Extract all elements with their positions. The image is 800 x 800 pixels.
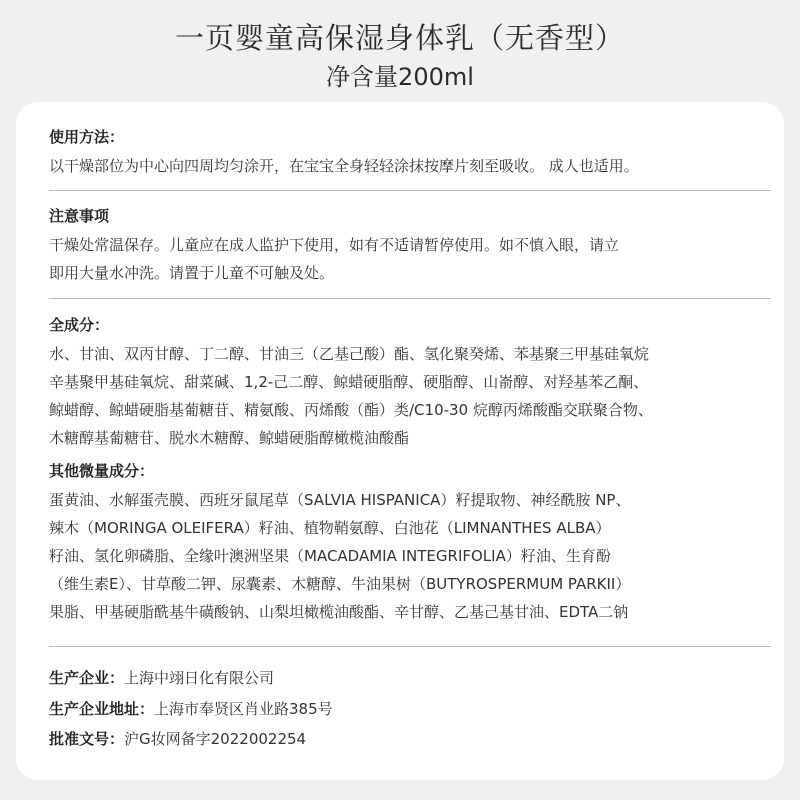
manufacturer-value: 上海中翊日化有限公司 [124, 669, 275, 687]
cautions-line: 即用大量水冲洗。请置于儿童不可触及处。 [49, 264, 335, 282]
ingredients-line: 鲸蜡醇、鲸蜡硬脂基葡糖苷、精氨酸、丙烯酸（酯）类/C10-30 烷醇丙烯酸酯交联聚合物、 [49, 401, 653, 419]
minor-ingredients-line: 籽油、氢化卵磷脂、全缘叶澳洲坚果（MACADAMIA INTEGRIFOLIA）籽油、生育酚 [49, 547, 611, 565]
minor-ingredients-line: 蛋黄油、水解蛋壳膜、西班牙鼠尾草（SALVIA HISPANICA）籽提取物、神经酰胺 NP、 [49, 491, 631, 509]
ingredients-heading: 全成分： [49, 316, 110, 334]
divider [49, 298, 771, 299]
usage-section [49, 126, 771, 180]
minor-ingredients-heading: 其他微量成分： [49, 462, 155, 480]
product-header [0, 0, 800, 100]
product-title: 一页婴童高保湿身体乳（无香型） [174, 21, 625, 55]
divider [49, 646, 771, 647]
cautions-heading: 注意事项 [49, 207, 110, 225]
usage-heading: 使用方法： [49, 128, 125, 146]
divider [49, 190, 771, 191]
ingredients-line: 辛基聚甲基硅氧烷、甜菜碱、1,2-己二醇、鲸蜡硬脂醇、硬脂醇、山嵛醇、对羟基苯乙酮、 [49, 373, 649, 391]
address-value: 上海市奉贤区肖业路385号 [154, 700, 333, 718]
ingredients-line: 水、甘油、双丙甘醇、丁二醇、甘油三（乙基己酸）酯、氢化聚癸烯、苯基聚三甲基硅氧烷 [49, 345, 650, 363]
approval-row [49, 728, 771, 750]
approval-value: 沪G妆网备字2022002254 [124, 730, 307, 748]
cautions-section [49, 205, 771, 287]
net-content: 净含量200ml [326, 63, 474, 91]
address-row [49, 698, 771, 720]
manufacturer-row [49, 667, 771, 689]
info-card [16, 102, 784, 780]
ingredients-line: 木糖醇基葡糖苷、脱水木糖醇、鲸蜡硬脂醇橄榄油酸酯 [49, 429, 410, 447]
minor-ingredients-section [49, 460, 771, 626]
manufacturer-label: 生产企业： [49, 669, 125, 687]
ingredients-section [49, 314, 771, 452]
approval-label: 批准文号： [49, 730, 125, 748]
minor-ingredients-line: 果脂、甲基硬脂酰基牛磺酸钠、山梨坦橄榄油酸酯、辛甘醇、乙基己基甘油、EDTA二钠 [49, 603, 629, 621]
usage-line: 以干燥部位为中心向四周均匀涂开，在宝宝全身轻轻涂抹按摩片刻至吸收。 成人也适用。 [49, 157, 639, 175]
cautions-line: 干燥处常温保存。儿童应在成人监护下使用，如有不适请暂停使用。如不慎入眼，请立 [49, 236, 620, 254]
minor-ingredients-line: （维生素E）、甘草酸二钾、尿囊素、木糖醇、牛油果树（BUTYROSPERMUM PARKII） [49, 575, 631, 593]
minor-ingredients-line: 辣木（MORINGA OLEIFERA）籽油、植物鞘氨醇、白池花（LIMNANTHES ALBA） [49, 519, 611, 537]
address-label: 生产企业地址： [49, 700, 155, 718]
